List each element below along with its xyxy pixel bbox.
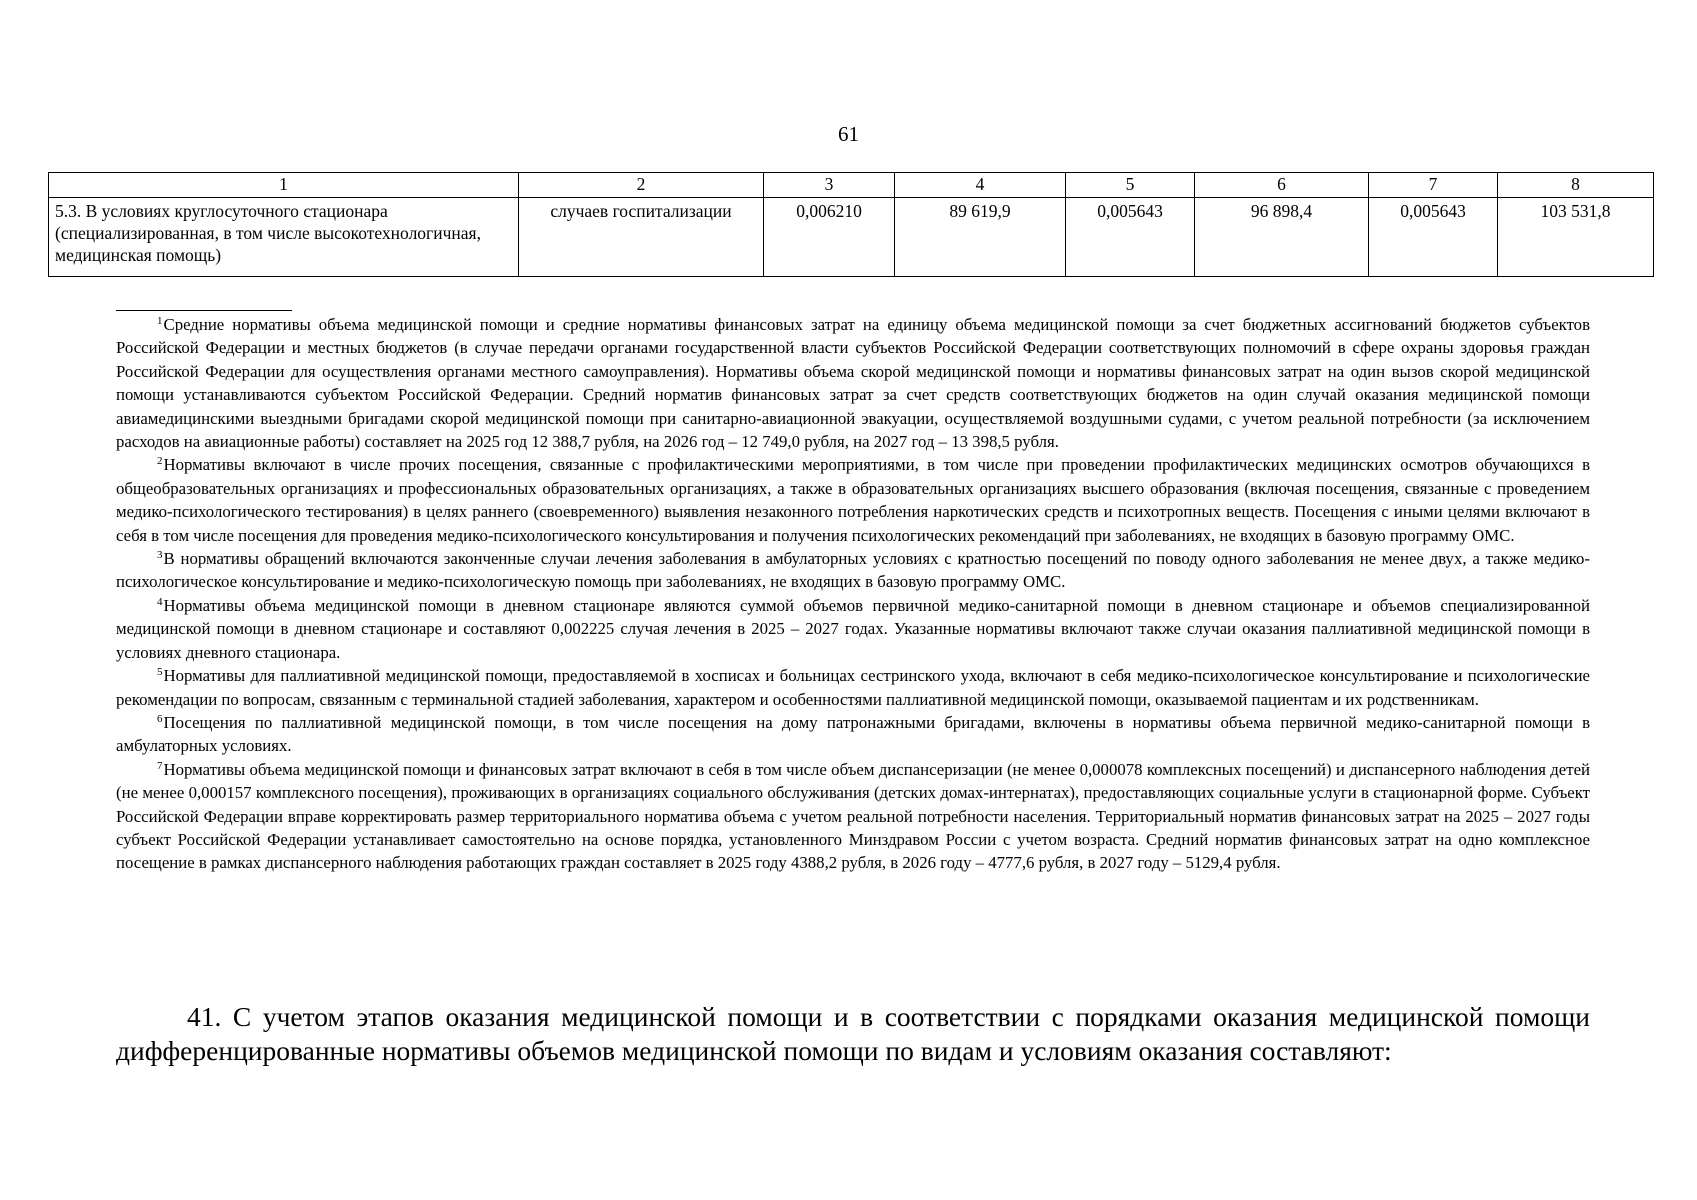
- footnote-2-mark: 2: [157, 455, 163, 468]
- column-number-2: 2: [519, 173, 764, 198]
- footnote-5-text: Нормативы для паллиативной медицинской помощи, предоставляемой в хосписах и больницах сестринского ухода, включают в себя медико-психологическое консультирование и психологические рекомендации по вопросам, связанным с терминальной стадией заболевания, характером и особенностями паллиативной медицинской помощи, оказываемой пациентам и их родственникам.: [116, 666, 1590, 709]
- table-header-row: [49, 173, 1654, 198]
- footnote-separator: [116, 310, 292, 311]
- column-number-4: 4: [895, 173, 1066, 198]
- footnote-7-mark: 7: [157, 759, 163, 772]
- footnote-5-mark: 5: [157, 666, 163, 679]
- column-number-6: 6: [1195, 173, 1369, 198]
- footnote-2: [116, 453, 1590, 547]
- row-unit: случаев госпитализации: [519, 198, 764, 277]
- section-41-paragraph: 41. С учетом этапов оказания медицинской помощи и в соответствии с порядками оказания медицинской помощи дифференцированные нормативы объемов медицинской помощи по видам и условиям оказания составляют:: [116, 1001, 1590, 1066]
- footnote-6-text: Посещения по паллиативной медицинской помощи, в том числе посещения на дому патронажными бригадами, включены в нормативы объема первичной медико-санитарной помощи в амбулаторных условиях.: [116, 712, 1590, 756]
- table-row: [49, 198, 1654, 277]
- row-2026-volume: 0,005643: [1066, 198, 1195, 277]
- column-number-7: 7: [1369, 173, 1498, 198]
- column-number-5: 5: [1066, 173, 1195, 198]
- row-2025-volume: 0,006210: [764, 198, 895, 277]
- row-2027-cost: 103 531,8: [1498, 198, 1654, 277]
- footnote-4-text: Нормативы объема медицинской помощи в дневном стационаре являются суммой объемов первичной медико-санитарной помощи в дневном стационаре и объемов специализированной медицинской помощи в дневном стационаре и составляют 0,002225 случая лечения в 2025 – 2027 годах. Указанные нормативы включают также случаи оказания паллиативной медицинской помощи в условиях дневного стационара.: [116, 595, 1590, 662]
- footnote-3-mark: 3: [157, 549, 163, 562]
- row-2026-cost: 96 898,4: [1195, 198, 1369, 277]
- footnote-6-mark: 6: [157, 712, 163, 725]
- norms-table: [48, 172, 1654, 277]
- footnote-4: [116, 594, 1590, 664]
- column-number-3: 3: [764, 173, 895, 198]
- row-2025-cost: 89 619,9: [895, 198, 1066, 277]
- footnote-4-mark: 4: [157, 595, 163, 608]
- footnote-1: [116, 313, 1590, 453]
- row-2027-volume: 0,005643: [1369, 198, 1498, 277]
- page-number: 61: [838, 122, 859, 146]
- footnote-3-text: В нормативы обращений включаются законченные случаи лечения заболевания в амбулаторных условиях с кратностью посещений по поводу одного заболевания не менее двух, а также медико-психологическое консультирование и медико-психологическую помощь при заболеваниях, не входящих в базовую программу ОМС.: [116, 549, 1590, 592]
- footnote-2-text: Нормативы включают в числе прочих посещения, связанные с профилактическими мероприятиями, в том числе при проведении профилактических медицинских осмотров обучающихся в общеобразовательных организациях и профессиональных образовательных организациях, а также в образовательных организациях высшего образования (включая посещения, связанные с проведением медико-психологического тестирования) в целях раннего (своевременного) выявления незаконного потребления наркотических средств и психотропных веществ. Посещения с иными целями включают в себя в том числе посещения для проведения медико-психологического консультирования и получения психологических рекомендаций при заболеваниях, не входящих в базовую программу ОМС.: [116, 455, 1590, 545]
- footnote-5: [116, 664, 1590, 711]
- column-number-8: 8: [1498, 173, 1654, 198]
- footnote-7: [116, 758, 1590, 875]
- footnote-6: [116, 711, 1590, 758]
- footnote-1-mark: 1: [157, 315, 163, 327]
- footnote-7-text: Нормативы объема медицинской помощи и финансовых затрат включают в себя в том числе объем диспансеризации (не менее 0,000078 комплексных посещений) и диспансерного наблюдения детей (не менее 0,000157 комплексного посещения), проживающих в организациях социального обслуживания (детских домах-интернатах), предоставляющих социальные услуги в стационарной форме. Субъект Российской Федерации вправе корректировать размер территориального норматива объема с учетом реальной потребности населения. Территориальный норматив финансовых затрат на 2025 – 2027 годы субъект Российской Федерации устанавливает самостоятельно на основе порядка, установленного Минздравом России с учетом возраста. Средний норматив финансовых затрат на одно комплексное посещение в рамках диспансерного наблюдения работающих граждан составляет в 2025 году 4388,2 рубля, в 2026 году – 4777,6 рубля, в 2027 году – 5129,4 рубля.: [116, 759, 1590, 873]
- column-number-1: 1: [49, 173, 519, 198]
- row-care-type: 5.3. В условиях круглосуточного стационара (специализированная, в том числе высокотехнологичная, медицинская помощь): [49, 198, 519, 277]
- footnotes: [116, 313, 1590, 875]
- footnote-1-text: Средние нормативы объема медицинской помощи и средние нормативы финансовых затрат на единицу объема медицинской помощи за счет бюджетных ассигнований бюджетов субъектов Российской Федерации и местных бюджетов (в случае передачи органами государственной власти субъектов Российской Федерации соответствующих полномочий в сфере охраны здоровья граждан Российской Федерации для осуществления органами местного самоуправления). Нормативы объема скорой медицинской помощи и нормативы финансовых затрат на один вызов скорой медицинской помощи устанавливаются субъектом Российской Федерации. Средний норматив финансовых затрат за счет средств соответствующих бюджетов на один случай оказания медицинской помощи авиамедицинскими выездными бригадами скорой медицинской помощи при санитарно-авиационной эвакуации, осуществляемой воздушными судами, с учетом реальной потребности (за исключением расходов на авиационные работы) составляет на 2025 год 12 388,7 рубля, на 2026 год – 12 749,0 рубля, на 2027 год – 13 398,5 рубля.: [116, 315, 1590, 452]
- footnote-3: [116, 547, 1590, 594]
